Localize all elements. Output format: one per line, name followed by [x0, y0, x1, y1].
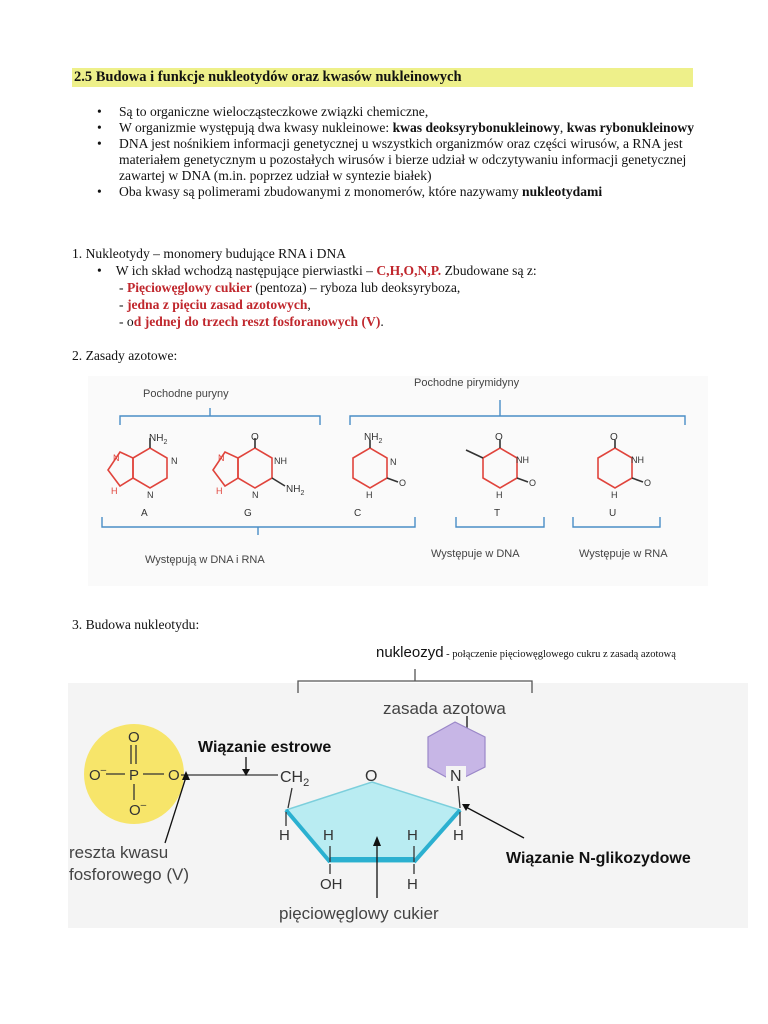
atom-label: O– — [89, 765, 107, 784]
sugar-term: Pięciowęglowy cukier — [126, 280, 252, 295]
atom-label: NH — [516, 455, 529, 465]
rna-term: kwas rybonukleinowy — [566, 120, 694, 135]
atom-label: O — [399, 478, 407, 488]
bullet-text: Są to organiczne wielocząsteczkowe związki chemiczne, — [119, 104, 429, 119]
pyrimidines-label: Pochodne pirymidyny — [414, 377, 520, 389]
ch2-label: $CH_2$ — [280, 769, 310, 789]
base-letter-g: G — [244, 508, 252, 519]
atom-label: H — [453, 827, 464, 844]
atom-label: H — [216, 486, 223, 496]
component-text: . — [380, 314, 384, 329]
amino-label: $NH_2$ — [286, 484, 305, 497]
atom-label: H — [111, 486, 118, 496]
atom-label: H — [366, 490, 373, 500]
atom-label: N — [218, 453, 225, 463]
atom-label: O — [251, 432, 259, 443]
elements-list: C,H,O,N,P. — [376, 263, 442, 278]
base-letter-c: C — [354, 508, 362, 519]
phosphate-term: d jednej do trzech reszt fosforanowych (V) — [133, 314, 381, 329]
bond — [458, 786, 460, 808]
atom-label: H — [407, 827, 418, 844]
atom-label: N — [171, 456, 178, 466]
arrowhead-icon — [462, 804, 470, 811]
bullet-text: DNA jest nośnikiem informacji genetycznej u wszystkich organizmów oraz części wirusów, a RNA jest materiałem genetycznym u pozostałych wirusów i bierze udział w odczytywaniu informacji genetycznej zawartej w DNA (m.in. poprzez udział w syntezie białek) — [119, 136, 687, 183]
atom-label: O– — [129, 800, 147, 819]
bullet-dot: • — [97, 263, 102, 278]
atom-label: P — [129, 767, 140, 784]
occurs-dna-label: Występuje w DNA — [431, 548, 520, 560]
bullet-text: Oba kwasy są polimerami zbudowanymi z monomerów, które nazywamy — [119, 184, 523, 199]
atom-label: N — [390, 457, 397, 467]
nucleoside-description: - połączenie pięciowęglowego cukru z zasadą azotową — [443, 649, 676, 660]
point2-heading: 2. Zasady azotowe: — [72, 348, 178, 363]
atom-label: H — [323, 827, 334, 844]
atom-label: H — [611, 490, 618, 500]
atom-label: N — [113, 453, 120, 463]
bond — [288, 788, 292, 808]
bullet-text: W organizmie występują dwa kwasy nukleinowe: — [119, 120, 393, 135]
atom-label: N — [450, 768, 462, 785]
phosphate-label-2: fosforowego (V) — [69, 865, 189, 884]
amino-label: $NH_2$ — [364, 432, 383, 445]
dna-term: kwas deoksyrybonukleinowy — [392, 120, 560, 135]
bullet-text: Zbudowane są z: — [441, 263, 537, 278]
sugar-ring-front-edge — [330, 857, 414, 862]
point3-heading: 3. Budowa nukleotydu: — [72, 617, 200, 632]
atom-label: NH — [274, 456, 287, 466]
component-text: (pentoza) – ryboza lub deoksyryboza, — [251, 280, 461, 295]
atom-label: O — [610, 432, 618, 443]
phosphate-label-1: reszta kwasu — [69, 843, 169, 862]
atom-label: H — [407, 876, 418, 893]
atom-label: H — [496, 490, 503, 500]
section-title: 2.5 Budowa i funkcje nukleotydów oraz kwasów nukleinowych — [74, 69, 462, 85]
point1-heading: 1. Nukleotydy – monomery budujące RNA i DNA — [72, 246, 347, 261]
atom-label: O — [529, 478, 537, 488]
sugar-label: pięciowęglowy cukier — [279, 904, 439, 923]
nucleoside-term: nukleozyd — [376, 644, 444, 661]
occurs-both-label: Występują w DNA i RNA — [145, 554, 265, 566]
component-text: , — [307, 297, 311, 312]
glycosidic-arrow — [464, 806, 524, 838]
base-term: jedna z pięciu zasad azotowych — [126, 297, 308, 312]
atom-label: O — [495, 432, 503, 443]
atom-label: O — [644, 478, 652, 488]
bullet-text: W ich skład wchodzą następujące pierwiastki – — [115, 263, 377, 278]
sugar-ring — [286, 782, 460, 862]
base-letter-u: U — [609, 508, 617, 519]
atom-label: NH — [631, 455, 644, 465]
atom-label: O — [128, 729, 140, 746]
amino-label: $NH_2$ — [149, 433, 168, 446]
atom-label: N — [252, 490, 259, 500]
component-text: - o — [119, 314, 134, 329]
atom-label: O — [365, 768, 378, 785]
base-letter-a: A — [141, 508, 148, 519]
base-letter-t: T — [494, 508, 501, 519]
nucleoside-brace — [298, 669, 532, 693]
dash: - — [119, 280, 127, 295]
atom-label: OH — [320, 876, 343, 893]
base-label: zasada azotowa — [383, 699, 506, 718]
bullet-text: , — [559, 120, 567, 135]
ester-label: Wiązanie estrowe — [198, 739, 332, 756]
atom-label: N — [147, 490, 154, 500]
occurs-rna-label: Występuje w RNA — [579, 548, 668, 560]
glycosidic-label: Wiązanie N-glikozydowe — [506, 850, 691, 867]
dash: - — [119, 297, 127, 312]
atom-label: H — [279, 827, 290, 844]
nucleotides-term: nukleotydami — [522, 184, 603, 199]
atom-label: O — [168, 767, 180, 784]
purines-label: Pochodne puryny — [143, 388, 229, 400]
